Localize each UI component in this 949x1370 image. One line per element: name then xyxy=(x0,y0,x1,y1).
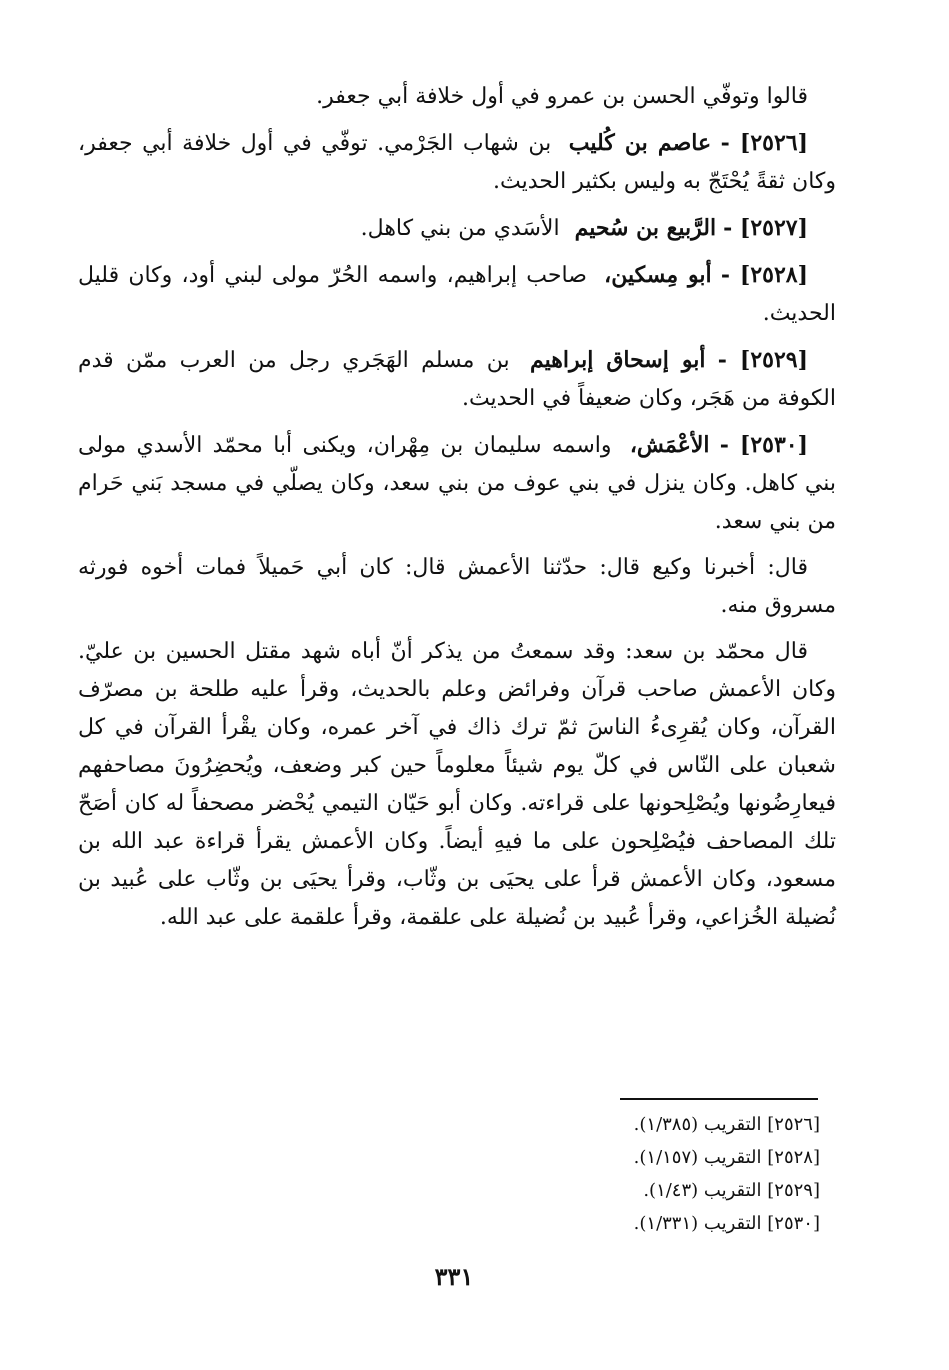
entry-text: بن شهاب الجَرْمي. توفّي في أول خلافة أبي جعفر، وكان ثقةً يُحْتَجّ به وليس بكثير الحديث. xyxy=(78,131,836,194)
footnote: [٢٥٢٩] التقريب (١/٤٣). xyxy=(643,1180,820,1201)
footnote: [٢٥٢٨] التقريب (١/١٥٧). xyxy=(633,1147,820,1168)
biography-paragraph: قال محمّد بن سعد: وقد سمعتُ من يذكر أنّ أباه شهد مقتل الحسين بن عليّ. وكان الأعمش صاحب قرآن وفرائض وعلم بالحديث، وقرأ عليه طلحة بن مصرّف القرآن، وكان يُقرِىءُ الناسَ ثمّ ترك ذاك في آخر عمره، وكان يقْرأ القرآن في كل شعبان على النّاس في كلّ يوم شيئاً معلوماً حين كبر وضعف، ويُحضِرُونَ مصاحفهم فيعارِضُونها ويُصْلِحونها على قراءته. وكان أبو حَيّان التيمي يُحْضر مصحفاً له كان أصَحّ تلك المصاحف فيُصْلِحون على ما فيهِ أيضاً. وكان الأعمش يقرأ قراءة عبد الله بن مسعود، وكان الأعمش قرأ على يحيَى بن وثّاب، وقرأ يحيَى بن وثّاب على عُبيد بن نُضيلة الخُزاعي، وقرأ عُبيد بن نُضيلة على علقمة، وقرأ علقمة على عبد الله. xyxy=(78,639,836,930)
page-number: ٣٣١ xyxy=(434,1262,474,1291)
entry-text: بن مسلم الهَجَري رجل من العرب ممّن قدم الكوفة من هَجَر، وكان ضعيفاً في الحديث. xyxy=(78,348,836,411)
footnote-divider xyxy=(620,1098,818,1100)
entry-text: صاحب إبراهيم، واسمه الحُرّ مولى لبني أود، وكان قليل الحديث. xyxy=(78,263,836,326)
entry-name: عاصم بن كُليب xyxy=(568,130,712,156)
entry-2528 xyxy=(78,256,836,333)
entry-number: [٢٥٢٧] - xyxy=(723,215,808,241)
narration-paragraph: قال: أخبرنا وكيع قال: حدّثنا الأعمش قال: كان أبي حَميلاً فمات أخوه فورثه مسروق منه. xyxy=(78,555,836,618)
entry-name: الرَّبيع بن سُحيم xyxy=(574,215,717,241)
footnote: [٢٥٣٠] التقريب (١/٣٣١). xyxy=(633,1213,820,1234)
entry-number: [٢٥٢٩] - xyxy=(717,347,808,373)
intro-paragraph: قالوا وتوفّي الحسن بن عمرو في أول خلافة أبي جعفر. xyxy=(316,84,808,109)
entry-name: الأعْمَش، xyxy=(629,432,710,458)
entry-name: أبو مِسكين، xyxy=(604,262,712,288)
entry-text: الأسَدي من بني كاهل. xyxy=(360,216,560,241)
entry-2527 xyxy=(78,209,836,248)
entry-2526 xyxy=(78,124,836,201)
page-body xyxy=(78,78,836,945)
footnotes xyxy=(520,1108,820,1240)
entry-text: واسمه سليمان بن مِهْران، ويكنى أبا محمّد الأسدي مولى بني كاهل. وكان ينزل في بني عوف من بني سعد، وكان يصلّي في مسجد بَني حَرام من بني سعد. xyxy=(78,433,836,534)
footnote: [٢٥٢٦] التقريب (١/٣٨٥). xyxy=(633,1114,820,1135)
entry-2529 xyxy=(78,341,836,418)
entry-number: [٢٥٢٦] - xyxy=(720,130,808,156)
entry-number: [٢٥٢٨] - xyxy=(720,262,809,288)
entry-2530 xyxy=(78,426,836,541)
entry-name: أبو إسحاق إبراهيم xyxy=(529,347,706,373)
entry-number: [٢٥٣٠] - xyxy=(719,432,808,458)
